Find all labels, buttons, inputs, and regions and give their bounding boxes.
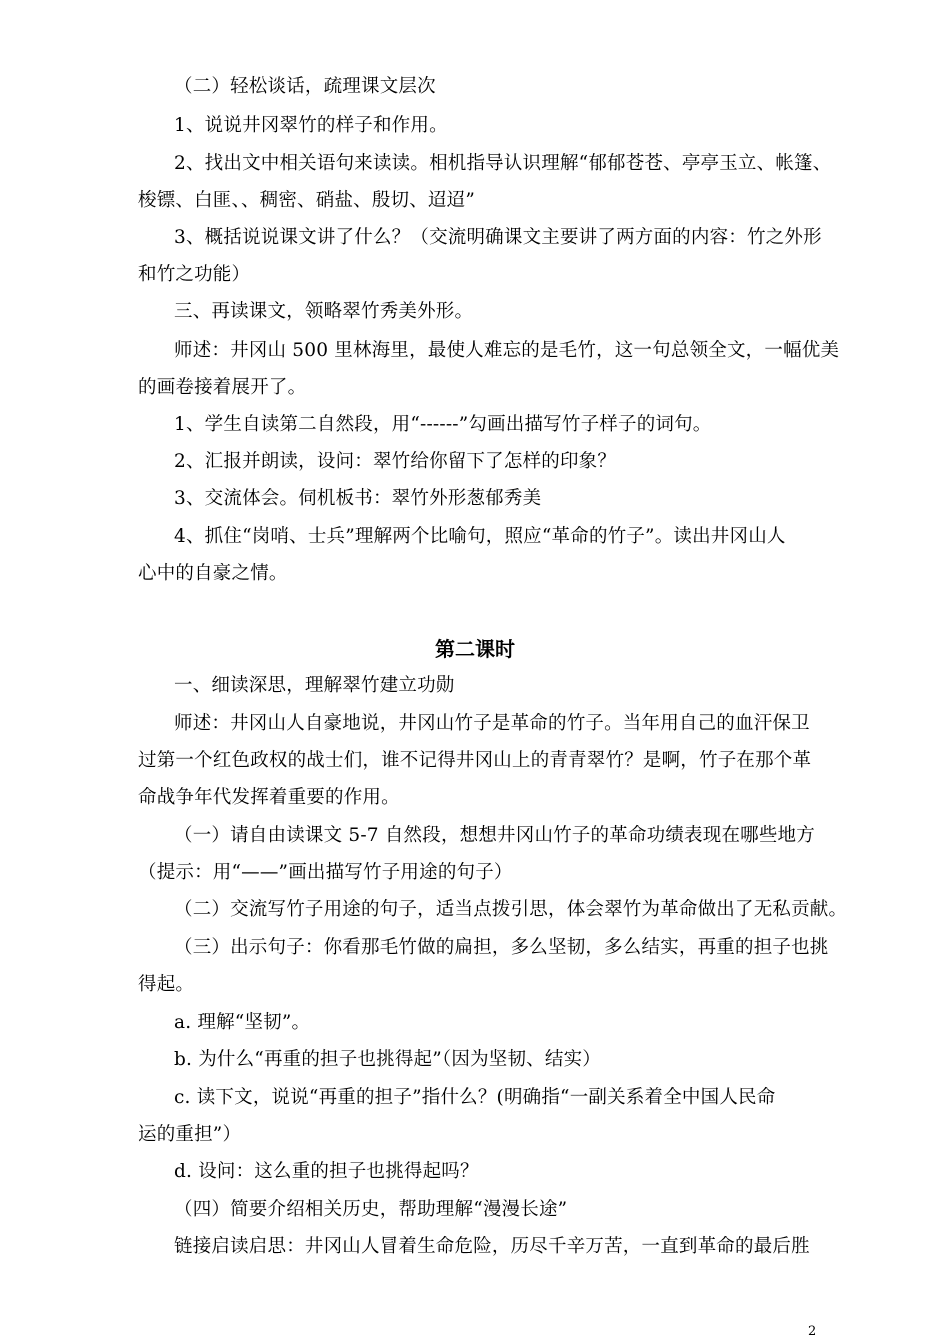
text-line: 三、再读课文，领略翠竹秀美外形。 [174, 301, 474, 322]
text-line: 师述：井冈山人自豪地说，井冈山竹子是革命的竹子。当年用自己的血汗保卫 [174, 713, 810, 734]
text-line: （提示：用“——”画出描写竹子用途的句子） [138, 862, 513, 883]
text-line: 命战争年代发挥着重要的作用。 [138, 787, 400, 808]
text-line: 4、抓住“岗哨、士兵”理解两个比喻句，照应“革命的竹子”。读出井冈山人 [174, 526, 786, 547]
text-line: 师述：井冈山 500 里林海里，最使人难忘的是毛竹，这一句总领全文，一幅优美 [174, 340, 840, 361]
text-line: c. 读下文，说说“再重的担子”指什么？(明确指“一副关系着全中国人民命 [174, 1087, 776, 1108]
text-line: 一、细读深思，理解翠竹建立功勋 [174, 675, 455, 696]
text-line: 过第一个红色政权的战士们，谁不记得井冈山上的青青翠竹？是啊，竹子在那个革 [138, 750, 812, 771]
text-line: 和竹之功能） [138, 264, 251, 285]
text-line: 3、概括说说课文讲了什么？（交流明确课文主要讲了两方面的内容：竹之外形 [174, 227, 822, 248]
text-line: 1、学生自读第二自然段，用“------”勾画出描写竹子样子的词句。 [174, 414, 712, 435]
text-line: 心中的自豪之情。 [138, 563, 288, 584]
text-line: 1、说说井冈翠竹的样子和作用。 [174, 115, 448, 136]
text-line: 2、汇报并朗读，设问：翠竹给你留下了怎样的印象？ [174, 451, 617, 472]
page-number: 2 [808, 1324, 817, 1339]
text-line: （二）轻松谈话，疏理课文层次 [174, 76, 436, 97]
text-line: 链接启读启思：井冈山人冒着生命危险，历尽千辛万苦，一直到革命的最后胜 [174, 1236, 810, 1257]
text-line: 得起。 [138, 974, 195, 995]
text-line: 梭镖、白匪、、稠密、硝盐、殷切、迢迢” [138, 190, 476, 211]
text-line: a. 理解“坚韧”。 [174, 1012, 311, 1033]
text-line: （四）简要介绍相关历史，帮助理解“漫漫长途” [174, 1199, 568, 1220]
text-line: d. 设问：这么重的担子也挑得起吗？ [174, 1161, 479, 1182]
text-line: 3、交流体会。伺机板书：翠竹外形葱郁秀美 [174, 488, 542, 509]
text-line: b. 为什么“再重的担子也挑得起”（因为坚韧、结实） [174, 1049, 601, 1070]
text-line: 运的重担”） [138, 1124, 242, 1145]
text-line: 2、找出文中相关语句来读读。相机指导认识理解“郁郁苍苍、亭亭玉立、帐篷、 [174, 153, 832, 174]
text-line: （一）请自由读课文 5-7 自然段，想想井冈山竹子的革命功绩表现在哪些地方 [174, 825, 815, 846]
text-line: （三）出示句子：你看那毛竹做的扁担，多么坚韧，多么结实，再重的担子也挑 [174, 937, 829, 958]
text-line: （二）交流写竹子用途的句子，适当点拨引思，体会翠竹为革命做出了无私贡献。 [174, 899, 848, 920]
text-line: 的画卷接着展开了。 [138, 377, 307, 398]
section-heading: 第二课时 [435, 637, 515, 661]
